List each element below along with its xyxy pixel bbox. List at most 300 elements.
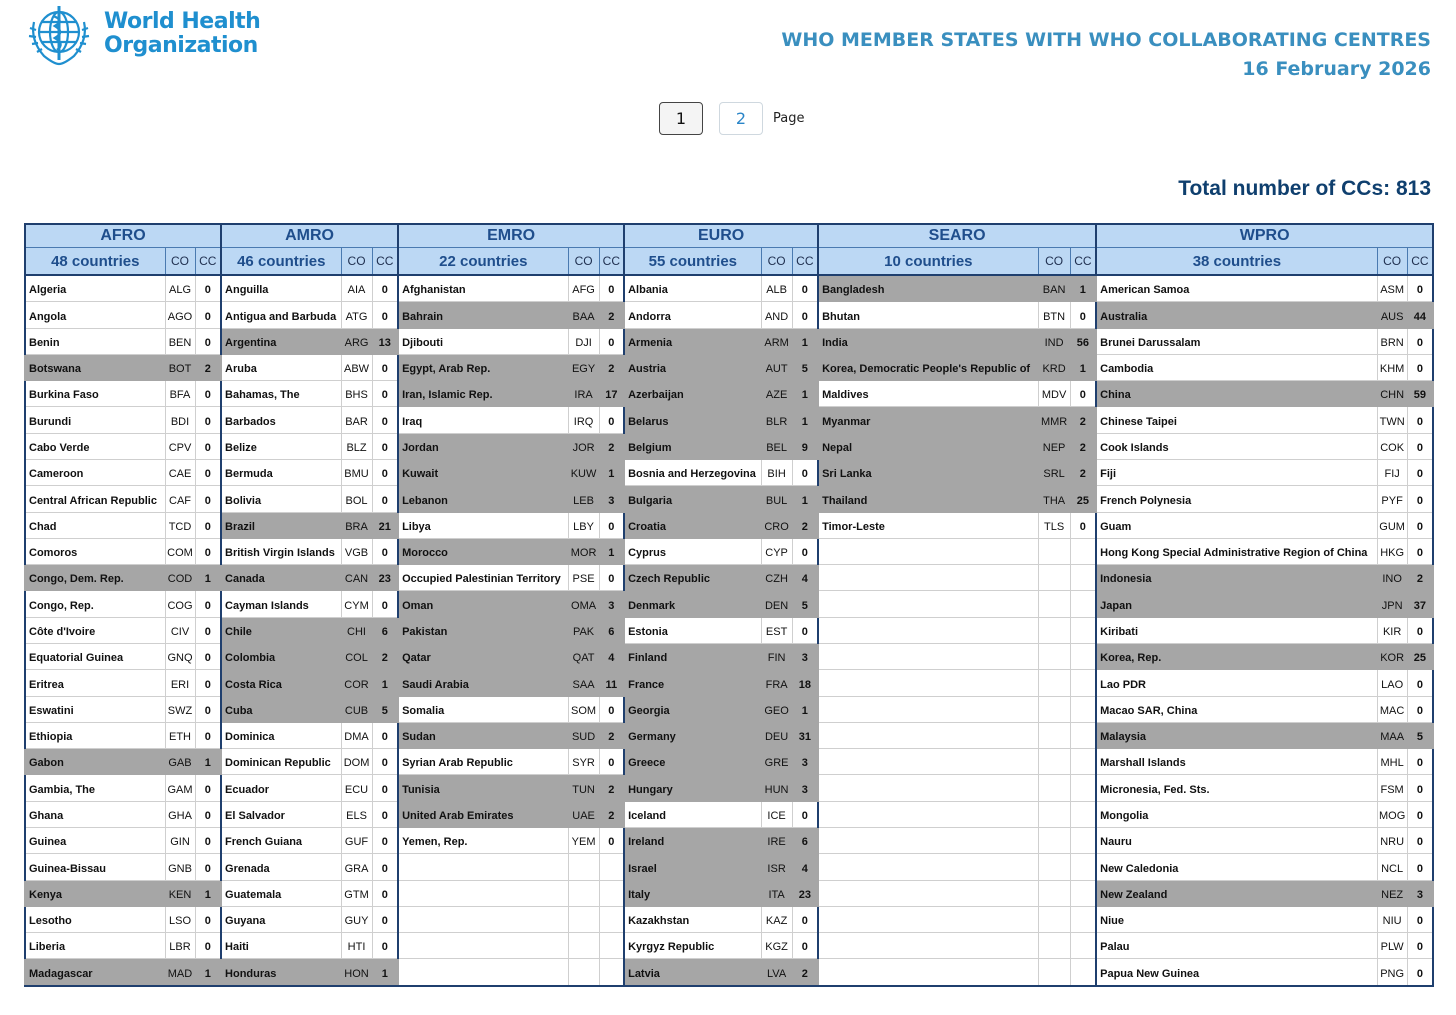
country-code: PAK xyxy=(568,617,599,643)
cc-count: 0 xyxy=(195,617,221,643)
country-code: CAN xyxy=(341,565,372,591)
country-name: Cuba xyxy=(221,696,341,722)
country-name: Armenia xyxy=(624,328,761,354)
country-name: Bolivia xyxy=(221,486,341,512)
country-name: Chinese Taipei xyxy=(1096,407,1377,433)
cc-count: 25 xyxy=(1070,486,1096,512)
country-code: GEO xyxy=(761,696,792,722)
empty-cell xyxy=(1070,959,1096,986)
who-emblem-icon xyxy=(24,2,94,68)
cc-count: 44 xyxy=(1407,302,1433,328)
country-name: Guatemala xyxy=(221,880,341,906)
page-2-button[interactable]: 2 xyxy=(719,102,763,135)
country-code: CYP xyxy=(761,538,792,564)
cc-count: 0 xyxy=(792,933,818,959)
country-code: KAZ xyxy=(761,906,792,932)
country-code: BFA xyxy=(165,381,195,407)
country-code: ITA xyxy=(761,880,792,906)
empty-cell xyxy=(818,801,1038,827)
cc-count: 1 xyxy=(792,381,818,407)
empty-cell xyxy=(1070,827,1096,853)
country-code: PSE xyxy=(568,565,599,591)
cc-count: 0 xyxy=(195,722,221,748)
country-name: Lebanon xyxy=(398,486,568,512)
country-code: NIU xyxy=(1377,906,1407,932)
table-row xyxy=(25,827,1433,853)
table-row xyxy=(25,749,1433,775)
table-row xyxy=(25,696,1433,722)
country-code: COM xyxy=(165,538,195,564)
cc-count: 0 xyxy=(1407,275,1433,302)
cc-count: 6 xyxy=(372,617,398,643)
empty-cell xyxy=(1038,565,1070,591)
country-code: BDI xyxy=(165,407,195,433)
empty-cell xyxy=(1038,644,1070,670)
cc-count: 0 xyxy=(372,801,398,827)
country-name: India xyxy=(818,328,1038,354)
region-header-row xyxy=(25,224,1433,248)
co-column-header: CO xyxy=(1038,248,1070,276)
cc-count: 0 xyxy=(599,328,624,354)
who-logo xyxy=(24,2,261,68)
cc-count: 0 xyxy=(792,538,818,564)
empty-cell xyxy=(1070,670,1096,696)
country-code: BRN xyxy=(1377,328,1407,354)
country-code: COD xyxy=(165,565,195,591)
country-name: Madagascar xyxy=(25,959,165,986)
country-name: Macao SAR, China xyxy=(1096,696,1377,722)
country-code: TLS xyxy=(1038,512,1070,538)
country-code: ISR xyxy=(761,854,792,880)
country-name: Ireland xyxy=(624,827,761,853)
empty-cell xyxy=(818,827,1038,853)
empty-cell xyxy=(1070,801,1096,827)
country-code: DJI xyxy=(568,328,599,354)
table-row xyxy=(25,670,1433,696)
country-code: BAN xyxy=(1038,275,1070,302)
empty-cell xyxy=(1038,906,1070,932)
cc-count: 6 xyxy=(599,617,624,643)
country-name: United Arab Emirates xyxy=(398,801,568,827)
country-code: CPV xyxy=(165,433,195,459)
cc-count: 37 xyxy=(1407,591,1433,617)
country-name: Belgium xyxy=(624,433,761,459)
country-code: FIJ xyxy=(1377,460,1407,486)
cc-count: 0 xyxy=(1407,460,1433,486)
country-name: Cayman Islands xyxy=(221,591,341,617)
country-name: Burkina Faso xyxy=(25,381,165,407)
empty-cell xyxy=(1038,538,1070,564)
country-name: Palau xyxy=(1096,933,1377,959)
table-row xyxy=(25,591,1433,617)
cc-count: 1 xyxy=(792,696,818,722)
country-name: New Caledonia xyxy=(1096,854,1377,880)
cc-count: 0 xyxy=(195,906,221,932)
country-name: Barbados xyxy=(221,407,341,433)
cc-column-header: CC xyxy=(792,248,818,276)
co-column-header: CO xyxy=(165,248,195,276)
country-name: Latvia xyxy=(624,959,761,986)
country-code: MDV xyxy=(1038,381,1070,407)
country-name: Andorra xyxy=(624,302,761,328)
country-code: COL xyxy=(341,644,372,670)
country-code: NEZ xyxy=(1377,880,1407,906)
country-name: French Guiana xyxy=(221,827,341,853)
country-code: PNG xyxy=(1377,959,1407,986)
cc-count: 0 xyxy=(195,433,221,459)
country-code: LEB xyxy=(568,486,599,512)
country-code: BEL xyxy=(761,433,792,459)
country-name: Indonesia xyxy=(1096,565,1377,591)
empty-cell xyxy=(818,591,1038,617)
country-name: Timor-Leste xyxy=(818,512,1038,538)
country-name: Bulgaria xyxy=(624,486,761,512)
country-code: SOM xyxy=(568,696,599,722)
country-name: Czech Republic xyxy=(624,565,761,591)
cc-count: 2 xyxy=(599,302,624,328)
cc-count: 17 xyxy=(599,381,624,407)
empty-cell xyxy=(1038,933,1070,959)
cc-count: 0 xyxy=(372,591,398,617)
country-name: British Virgin Islands xyxy=(221,538,341,564)
cc-count: 0 xyxy=(372,906,398,932)
region-name: WPRO xyxy=(1096,224,1433,248)
country-name: Yemen, Rep. xyxy=(398,827,568,853)
document-title xyxy=(781,26,1431,84)
cc-count: 0 xyxy=(372,460,398,486)
empty-cell xyxy=(568,854,599,880)
table-row xyxy=(25,880,1433,906)
country-name: Syrian Arab Republic xyxy=(398,749,568,775)
country-name: Austria xyxy=(624,354,761,380)
country-name: New Zealand xyxy=(1096,880,1377,906)
empty-cell xyxy=(818,644,1038,670)
country-name: Sri Lanka xyxy=(818,460,1038,486)
country-name: Australia xyxy=(1096,302,1377,328)
cc-count: 4 xyxy=(792,854,818,880)
country-code: SYR xyxy=(568,749,599,775)
empty-cell xyxy=(818,538,1038,564)
empty-cell xyxy=(1038,722,1070,748)
country-name: Denmark xyxy=(624,591,761,617)
country-code: CZH xyxy=(761,565,792,591)
empty-cell xyxy=(1070,749,1096,775)
page-1-button[interactable]: 1 xyxy=(659,102,703,135)
country-code: COG xyxy=(165,591,195,617)
country-code: OMA xyxy=(568,591,599,617)
cc-column-header: CC xyxy=(372,248,398,276)
country-code: GNQ xyxy=(165,644,195,670)
cc-count: 2 xyxy=(195,354,221,380)
cc-count: 0 xyxy=(1407,617,1433,643)
table-row xyxy=(25,801,1433,827)
cc-count: 3 xyxy=(1407,880,1433,906)
cc-count: 4 xyxy=(792,565,818,591)
country-name: Kazakhstan xyxy=(624,906,761,932)
co-column-header: CO xyxy=(568,248,599,276)
country-name: Belarus xyxy=(624,407,761,433)
empty-cell xyxy=(568,906,599,932)
table-row xyxy=(25,644,1433,670)
table-row xyxy=(25,302,1433,328)
country-name: Kenya xyxy=(25,880,165,906)
country-code: LBR xyxy=(165,933,195,959)
empty-cell xyxy=(818,565,1038,591)
country-name: Niue xyxy=(1096,906,1377,932)
cc-count: 2 xyxy=(792,959,818,986)
cc-count: 0 xyxy=(792,906,818,932)
country-code: CAF xyxy=(165,486,195,512)
table-row xyxy=(25,906,1433,932)
table-row xyxy=(25,512,1433,538)
table-row xyxy=(25,538,1433,564)
cc-count: 18 xyxy=(792,670,818,696)
cc-count: 1 xyxy=(792,328,818,354)
cc-count: 0 xyxy=(195,670,221,696)
country-code: BRA xyxy=(341,512,372,538)
empty-cell xyxy=(398,933,568,959)
empty-cell xyxy=(1070,696,1096,722)
cc-count: 0 xyxy=(1407,959,1433,986)
cc-count: 2 xyxy=(599,354,624,380)
country-code: PYF xyxy=(1377,486,1407,512)
cc-count: 0 xyxy=(1407,354,1433,380)
co-column-header: CO xyxy=(341,248,372,276)
country-code: GIN xyxy=(165,827,195,853)
country-code: HTI xyxy=(341,933,372,959)
country-code: CRO xyxy=(761,512,792,538)
country-name: China xyxy=(1096,381,1377,407)
country-name: Côte d'Ivoire xyxy=(25,617,165,643)
table-row xyxy=(25,275,1433,302)
country-code: DMA xyxy=(341,722,372,748)
country-name: Cabo Verde xyxy=(25,433,165,459)
cc-count: 3 xyxy=(792,775,818,801)
empty-cell xyxy=(818,670,1038,696)
country-name: Estonia xyxy=(624,617,761,643)
cc-count: 0 xyxy=(792,801,818,827)
cc-count: 0 xyxy=(195,827,221,853)
empty-cell xyxy=(1038,854,1070,880)
country-code: LSO xyxy=(165,906,195,932)
table-row xyxy=(25,722,1433,748)
cc-count: 2 xyxy=(599,775,624,801)
country-code: FSM xyxy=(1377,775,1407,801)
cc-count: 0 xyxy=(195,696,221,722)
total-ccs: Total number of CCs: 813 xyxy=(1178,177,1431,200)
table-row xyxy=(25,407,1433,433)
country-name: Japan xyxy=(1096,591,1377,617)
country-code: BLR xyxy=(761,407,792,433)
country-code: ALB xyxy=(761,275,792,302)
country-code: DOM xyxy=(341,749,372,775)
country-name: Hungary xyxy=(624,775,761,801)
empty-cell xyxy=(599,959,624,986)
cc-count: 0 xyxy=(372,433,398,459)
empty-cell xyxy=(1038,749,1070,775)
country-code: NRU xyxy=(1377,827,1407,853)
empty-cell xyxy=(1070,906,1096,932)
country-code: HKG xyxy=(1377,538,1407,564)
cc-count: 4 xyxy=(599,644,624,670)
cc-count: 2 xyxy=(1070,433,1096,459)
country-name: Botswana xyxy=(25,354,165,380)
country-name: Iran, Islamic Rep. xyxy=(398,381,568,407)
country-name: Qatar xyxy=(398,644,568,670)
country-name: Antigua and Barbuda xyxy=(221,302,341,328)
country-code: MOR xyxy=(568,538,599,564)
cc-count: 0 xyxy=(195,302,221,328)
title-date: 16 February 2026 xyxy=(1242,58,1431,80)
cc-count: 0 xyxy=(599,565,624,591)
cc-count: 0 xyxy=(195,801,221,827)
empty-cell xyxy=(1070,880,1096,906)
country-code: ALG xyxy=(165,275,195,302)
cc-count: 0 xyxy=(1407,433,1433,459)
region-country-count: 48 countries xyxy=(25,248,165,276)
country-code: SUD xyxy=(568,722,599,748)
empty-cell xyxy=(818,933,1038,959)
country-code: AUT xyxy=(761,354,792,380)
table-row xyxy=(25,460,1433,486)
cc-count: 1 xyxy=(599,538,624,564)
cc-count: 1 xyxy=(1070,275,1096,302)
country-name: Aruba xyxy=(221,354,341,380)
table-row xyxy=(25,433,1433,459)
table-row xyxy=(25,775,1433,801)
table-row xyxy=(25,959,1433,986)
cc-count: 0 xyxy=(195,328,221,354)
region-name: EMRO xyxy=(398,224,624,248)
country-name: Morocco xyxy=(398,538,568,564)
cc-count: 0 xyxy=(372,302,398,328)
cc-count: 31 xyxy=(792,722,818,748)
country-name: Iraq xyxy=(398,407,568,433)
country-name: Gambia, The xyxy=(25,775,165,801)
country-name: Kiribati xyxy=(1096,617,1377,643)
cc-count: 0 xyxy=(195,381,221,407)
cc-count: 0 xyxy=(195,275,221,302)
country-code: ETH xyxy=(165,722,195,748)
cc-count: 0 xyxy=(372,880,398,906)
country-name: Kuwait xyxy=(398,460,568,486)
country-name: Algeria xyxy=(25,275,165,302)
region-country-count: 38 countries xyxy=(1096,248,1377,276)
country-name: Brazil xyxy=(221,512,341,538)
country-code: TUN xyxy=(568,775,599,801)
country-code: CIV xyxy=(165,617,195,643)
cc-count: 0 xyxy=(1407,670,1433,696)
country-name: Greece xyxy=(624,749,761,775)
title-text: WHO MEMBER STATES WITH WHO COLLABORATING CENTRES xyxy=(781,29,1431,51)
cc-count: 1 xyxy=(195,959,221,986)
country-code: GHA xyxy=(165,801,195,827)
cc-count: 0 xyxy=(599,749,624,775)
cc-count: 0 xyxy=(372,354,398,380)
cc-count: 2 xyxy=(599,722,624,748)
country-code: IRQ xyxy=(568,407,599,433)
country-name: Haiti xyxy=(221,933,341,959)
region-name: AMRO xyxy=(221,224,398,248)
country-name: Ecuador xyxy=(221,775,341,801)
country-name: Bahrain xyxy=(398,302,568,328)
country-name: Guyana xyxy=(221,906,341,932)
country-name: American Samoa xyxy=(1096,275,1377,302)
cc-count: 0 xyxy=(792,275,818,302)
table-row xyxy=(25,565,1433,591)
country-name: Tunisia xyxy=(398,775,568,801)
cc-count: 23 xyxy=(792,880,818,906)
country-code: JPN xyxy=(1377,591,1407,617)
country-name: Equatorial Guinea xyxy=(25,644,165,670)
country-code: GUY xyxy=(341,906,372,932)
country-code: MOG xyxy=(1377,801,1407,827)
country-name: Korea, Rep. xyxy=(1096,644,1377,670)
country-name: French Polynesia xyxy=(1096,486,1377,512)
cc-count: 23 xyxy=(372,565,398,591)
cc-count: 13 xyxy=(372,328,398,354)
cc-count: 0 xyxy=(372,722,398,748)
empty-cell xyxy=(1038,959,1070,986)
country-name: Marshall Islands xyxy=(1096,749,1377,775)
member-states-table xyxy=(24,223,1434,987)
cc-count: 3 xyxy=(599,591,624,617)
country-name: El Salvador xyxy=(221,801,341,827)
cc-count: 0 xyxy=(1407,486,1433,512)
region-country-count: 10 countries xyxy=(818,248,1038,276)
cc-column-header: CC xyxy=(599,248,624,276)
country-name: Cook Islands xyxy=(1096,433,1377,459)
cc-count: 0 xyxy=(599,696,624,722)
country-code: EST xyxy=(761,617,792,643)
country-name: Costa Rica xyxy=(221,670,341,696)
empty-cell xyxy=(1070,538,1096,564)
table-row xyxy=(25,381,1433,407)
country-name: Guam xyxy=(1096,512,1377,538)
cc-count: 2 xyxy=(1407,565,1433,591)
region-country-count: 46 countries xyxy=(221,248,341,276)
country-code: CHN xyxy=(1377,381,1407,407)
country-name: Bermuda xyxy=(221,460,341,486)
cc-count: 0 xyxy=(195,460,221,486)
cc-count: 21 xyxy=(372,512,398,538)
cc-count: 5 xyxy=(792,354,818,380)
country-name: Cambodia xyxy=(1096,354,1377,380)
country-code: AIA xyxy=(341,275,372,302)
country-name: Libya xyxy=(398,512,568,538)
country-name: Somalia xyxy=(398,696,568,722)
empty-cell xyxy=(1070,854,1096,880)
country-code: DEU xyxy=(761,722,792,748)
country-code: NEP xyxy=(1038,433,1070,459)
country-name: Afghanistan xyxy=(398,275,568,302)
empty-cell xyxy=(1038,696,1070,722)
country-code: CYM xyxy=(341,591,372,617)
country-name: Cameroon xyxy=(25,460,165,486)
cc-column-header: CC xyxy=(1407,248,1433,276)
empty-cell xyxy=(818,617,1038,643)
country-code: TWN xyxy=(1377,407,1407,433)
cc-count: 1 xyxy=(792,486,818,512)
cc-count: 5 xyxy=(372,696,398,722)
cc-count: 5 xyxy=(1407,722,1433,748)
empty-cell xyxy=(398,906,568,932)
country-code: BUL xyxy=(761,486,792,512)
empty-cell xyxy=(1070,617,1096,643)
country-name: Saudi Arabia xyxy=(398,670,568,696)
region-name: SEARO xyxy=(818,224,1096,248)
cc-count: 0 xyxy=(792,302,818,328)
